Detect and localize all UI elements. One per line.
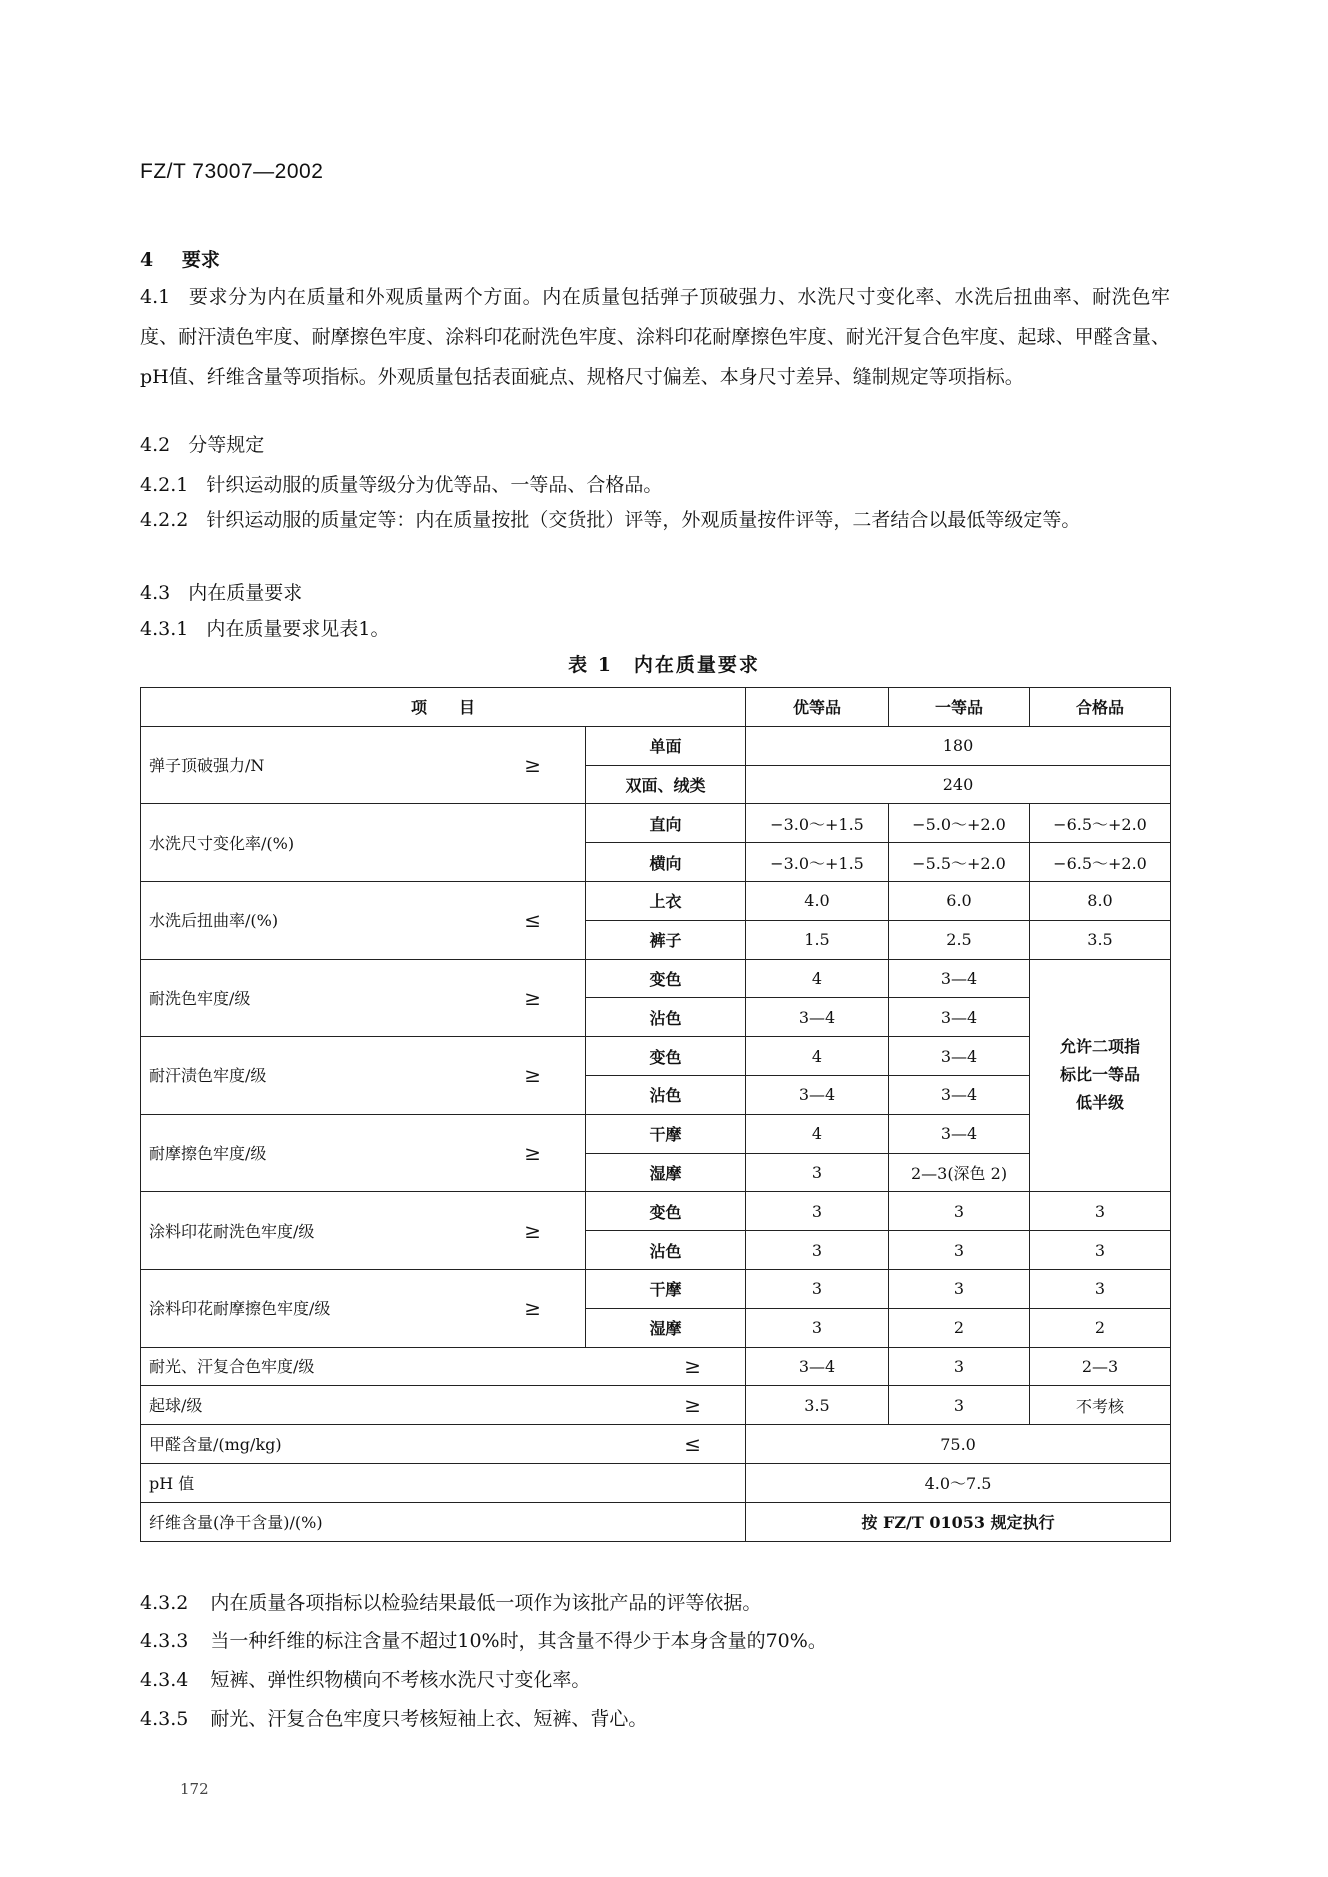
- clause-text: 当一种纤维的标注含量不超过10%时，其含量不得少于本身含量的70%。: [210, 1630, 827, 1652]
- value-cell: 3—4: [889, 959, 1030, 998]
- table-row: [141, 1463, 1171, 1502]
- value-cell: −5.0～+2.0: [889, 804, 1030, 843]
- paragraph-4-1: [140, 277, 1170, 397]
- table-row: [141, 959, 1171, 998]
- value-cell: 3—4: [889, 1037, 1030, 1076]
- clause-number: 4.1: [140, 286, 171, 308]
- value-cell: 75.0: [746, 1425, 1171, 1464]
- sub-label: 干摩: [586, 1114, 746, 1153]
- value-cell: 3: [746, 1231, 889, 1270]
- paragraph-4-3-5: [140, 1704, 647, 1731]
- value-cell: 240: [746, 765, 1171, 804]
- value-cell: −5.5～+2.0: [889, 843, 1030, 882]
- sub-label: 湿摩: [586, 1153, 746, 1192]
- sub-label: 双面、绒类: [586, 765, 746, 804]
- sub-label: 裤子: [586, 920, 746, 959]
- sub-label: 直向: [586, 804, 746, 843]
- value-cell: 3—4: [746, 998, 889, 1037]
- clause-text: 内在质量要求: [188, 582, 303, 604]
- value-cell: −6.5～+2.0: [1030, 843, 1171, 882]
- qualified-note: [1030, 959, 1171, 1192]
- sub-label: 单面: [586, 726, 746, 765]
- value-cell: 3—4: [889, 1075, 1030, 1114]
- row-label: 涂料印花耐洗色牢度/级 ≥: [141, 1192, 586, 1270]
- value-cell: 3—4: [889, 998, 1030, 1037]
- row-label: 耐摩擦色牢度/级 ≥: [141, 1114, 586, 1192]
- clause-text: 针织运动服的质量定等：内在质量按批（交货批）评等，外观质量按件评等，二者结合以最低等级定等。: [206, 509, 1081, 531]
- value-cell: −6.5～+2.0: [1030, 804, 1171, 843]
- clause-text: 内在质量各项指标以检验结果最低一项作为该批产品的评等依据。: [210, 1592, 762, 1614]
- value-cell: 按 FZ/T 01053 规定执行: [746, 1502, 1171, 1541]
- note-line: 允许二项指: [1060, 1037, 1141, 1057]
- value-cell: 1.5: [746, 920, 889, 959]
- value-cell: 3—4: [746, 1075, 889, 1114]
- value-cell: 3—4: [746, 1347, 889, 1386]
- quality-requirements-table: [140, 687, 1171, 1542]
- value-cell: 3: [1030, 1269, 1171, 1308]
- section-number: 4: [140, 249, 154, 271]
- row-label: 弹子顶破强力/N ≥: [141, 726, 586, 804]
- table-caption: 表 1 内在质量要求: [568, 654, 760, 676]
- value-cell: 3.5: [1030, 920, 1171, 959]
- value-cell: 6.0: [889, 881, 1030, 920]
- header-premium: 优等品: [746, 688, 889, 727]
- clause-number: 4.3.4: [140, 1669, 189, 1691]
- value-cell: 2—3(深色 2): [889, 1153, 1030, 1192]
- clause-text: 针织运动服的质量等级分为优等品、一等品、合格品。: [206, 474, 663, 496]
- table-row: [141, 1192, 1171, 1231]
- table-row: [141, 804, 1171, 843]
- sub-label: 沾色: [586, 1075, 746, 1114]
- clause-number: 4.2: [140, 434, 171, 456]
- value-cell: 2: [889, 1308, 1030, 1347]
- paragraph-4-3-2: [140, 1588, 761, 1615]
- sub-label: 沾色: [586, 1231, 746, 1270]
- clause-number: 4.3.1: [140, 618, 189, 640]
- standard-code: FZ/T 73007—2002: [140, 160, 324, 183]
- value-cell: −3.0～+1.5: [746, 804, 889, 843]
- page-number: 172: [180, 1780, 209, 1798]
- sub-label: 变色: [586, 959, 746, 998]
- value-cell: 3.5: [746, 1386, 889, 1425]
- value-cell: 3: [1030, 1192, 1171, 1231]
- table-row: [141, 1114, 1171, 1153]
- table-row: [141, 1037, 1171, 1076]
- paragraph-4-3-1: [140, 609, 1170, 649]
- row-label: 涂料印花耐摩擦色牢度/级 ≥: [141, 1269, 586, 1347]
- value-cell: 3: [889, 1347, 1030, 1386]
- row-label: 水洗尺寸变化率/(%): [141, 804, 586, 882]
- paragraph-4-2-2: [140, 500, 1170, 540]
- clause-number: 4.3.3: [140, 1630, 189, 1652]
- value-cell: −3.0～+1.5: [746, 843, 889, 882]
- value-cell: 4.0～7.5: [746, 1463, 1171, 1502]
- clause-number: 4.2.1: [140, 474, 189, 496]
- sub-label: 变色: [586, 1037, 746, 1076]
- value-cell: 不考核: [1030, 1386, 1171, 1425]
- value-cell: 3: [746, 1269, 889, 1308]
- clause-number: 4.3.2: [140, 1592, 189, 1614]
- row-label: pH 值: [141, 1463, 746, 1502]
- value-cell: 2: [1030, 1308, 1171, 1347]
- header-first: 一等品: [889, 688, 1030, 727]
- value-cell: 2—3: [1030, 1347, 1171, 1386]
- paragraph-4-3-3: [140, 1626, 827, 1653]
- row-label: 纤维含量(净干含量)/(%): [141, 1502, 746, 1541]
- value-cell: 180: [746, 726, 1171, 765]
- value-cell: 8.0: [1030, 881, 1171, 920]
- table-row: [141, 1347, 1171, 1386]
- value-cell: 4: [746, 1037, 889, 1076]
- paragraph-4-3-4: [140, 1665, 590, 1692]
- row-label: 起球/级 ≥: [141, 1386, 746, 1425]
- clause-number: 4.3.5: [140, 1708, 189, 1730]
- sub-label: 变色: [586, 1192, 746, 1231]
- value-cell: 4: [746, 959, 889, 998]
- table-row: [141, 1386, 1171, 1425]
- clause-text: 分等规定: [188, 434, 265, 456]
- value-cell: 3: [889, 1386, 1030, 1425]
- value-cell: 3: [889, 1192, 1030, 1231]
- paragraph-4-3: [140, 573, 1170, 613]
- sub-label: 湿摩: [586, 1308, 746, 1347]
- clause-number: 4.3: [140, 582, 171, 604]
- clause-text: 要求分为内在质量和外观质量两个方面。内在质量包括弹子顶破强力、水洗尺寸变化率、水洗后扭曲率、耐洗色牢度、耐汗渍色牢度、耐摩擦色牢度、涂料印花耐洗色牢度、涂料印花耐摩擦色牢度、耐光汗复合色牢度、起球、甲醛含量、pH值、纤维含量等项指标。外观质量包括表面疵点、规格尺寸偏差、本身尺寸差异、缝制规定等项指标。: [140, 286, 1170, 388]
- paragraph-4-2: [140, 425, 1170, 465]
- clause-text: 短裤、弹性织物横向不考核水洗尺寸变化率。: [210, 1669, 591, 1691]
- value-cell: 4.0: [746, 881, 889, 920]
- sub-label: 沾色: [586, 998, 746, 1037]
- note-line: 低半级: [1076, 1093, 1125, 1113]
- section-title: 要求: [181, 249, 220, 271]
- value-cell: 2.5: [889, 920, 1030, 959]
- table-row: [141, 1269, 1171, 1308]
- value-cell: 3—4: [889, 1114, 1030, 1153]
- table-row: [141, 881, 1171, 920]
- table-row: [141, 1425, 1171, 1464]
- table-row: [141, 726, 1171, 765]
- value-cell: 3: [889, 1269, 1030, 1308]
- value-cell: 4: [746, 1114, 889, 1153]
- value-cell: 3: [889, 1231, 1030, 1270]
- value-cell: 3: [1030, 1231, 1171, 1270]
- row-label: 耐汗渍色牢度/级 ≥: [141, 1037, 586, 1115]
- table-row: [141, 1502, 1171, 1541]
- clause-number: 4.2.2: [140, 509, 189, 531]
- value-cell: 3: [746, 1308, 889, 1347]
- sub-label: 横向: [586, 843, 746, 882]
- row-label: 耐洗色牢度/级 ≥: [141, 959, 586, 1037]
- section-heading: [140, 245, 220, 272]
- clause-text: 内在质量要求见表1。: [206, 618, 390, 640]
- header-qualified: 合格品: [1030, 688, 1171, 727]
- paragraph-4-2-1: [140, 465, 1170, 505]
- row-label: 甲醛含量/(mg/kg) ≤: [141, 1425, 746, 1464]
- row-label: 水洗后扭曲率/(%) ≤: [141, 881, 586, 959]
- note-line: 标比一等品: [1060, 1065, 1141, 1085]
- value-cell: 3: [746, 1153, 889, 1192]
- table-header-row: [141, 688, 1171, 727]
- sub-label: 干摩: [586, 1269, 746, 1308]
- clause-text: 耐光、汗复合色牢度只考核短袖上衣、短裤、背心。: [210, 1708, 648, 1730]
- row-label: 耐光、汗复合色牢度/级 ≥: [141, 1347, 746, 1386]
- header-item: 项 目: [141, 688, 746, 727]
- value-cell: 3: [746, 1192, 889, 1231]
- sub-label: 上衣: [586, 881, 746, 920]
